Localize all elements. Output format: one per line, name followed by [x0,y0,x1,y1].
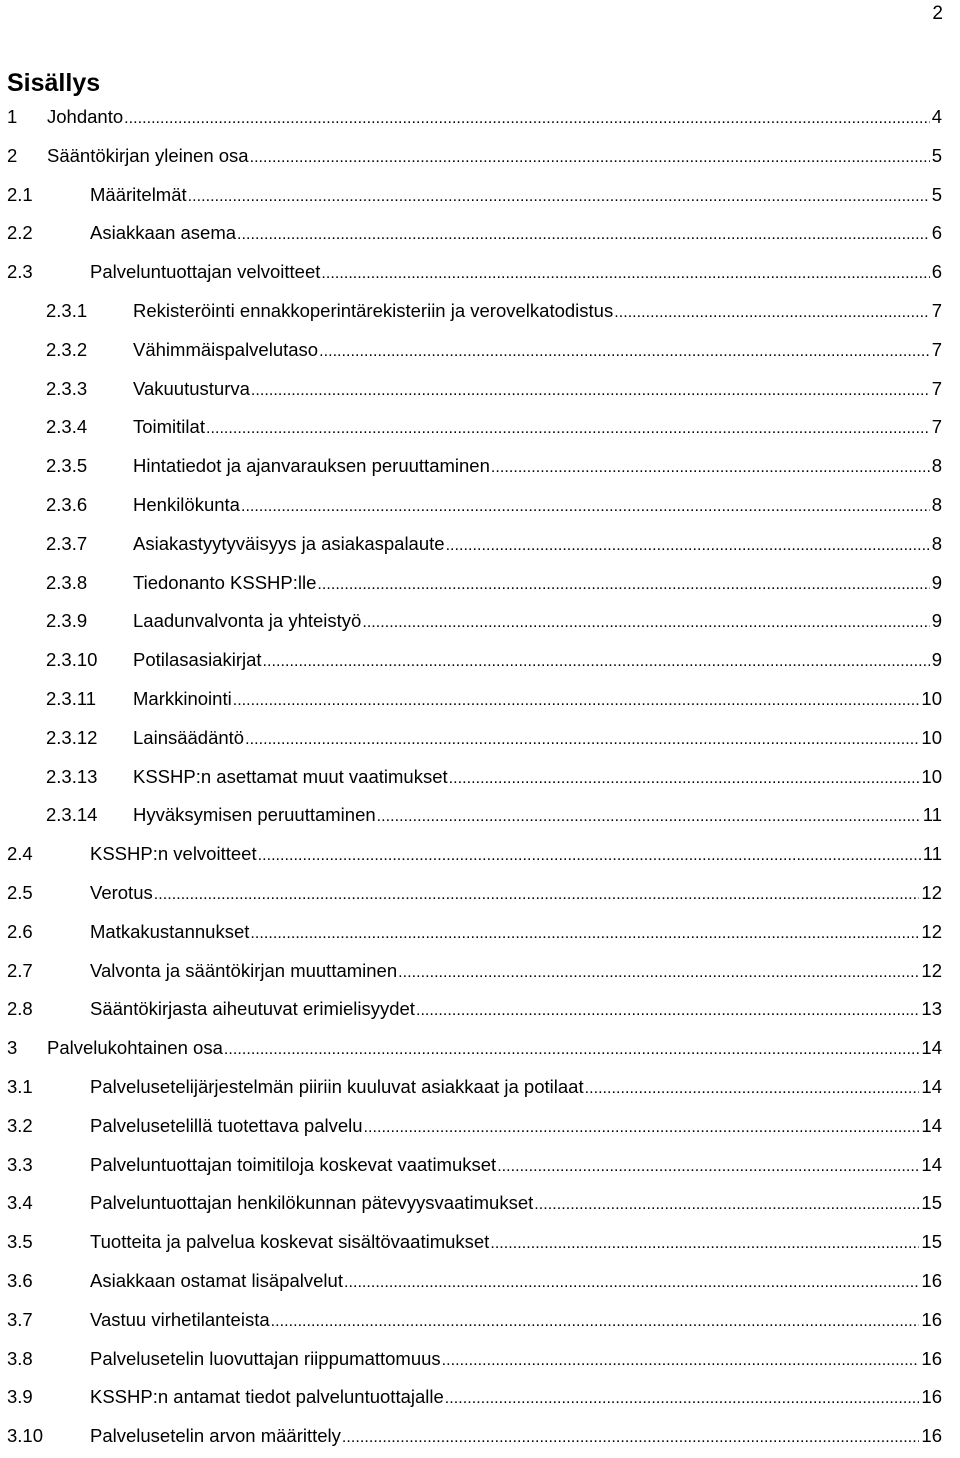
toc-entry-label: Valvonta ja sääntökirjan muuttaminen [90,959,398,981]
toc-entry-label: KSSHP:n asettamat muut vaatimukset [133,765,448,787]
toc-entry[interactable] [0,1340,960,1379]
toc-dot-leader [342,1417,920,1458]
toc-entry-label: Sääntökirjan yleinen osa [47,144,249,166]
toc-dot-leader [251,370,930,411]
toc-entry-page: 14 [921,1037,942,1059]
toc-entry[interactable] [0,408,960,447]
toc-entry-page: 11 [922,843,942,865]
toc-entry-label: Palveluntuottajan toimitiloja koskevat vaatimukset [90,1153,497,1175]
toc-entry-page: 4 [931,106,942,127]
toc-entry[interactable] [0,1223,960,1262]
toc-entry-link[interactable] [133,758,942,799]
toc-entry-number: 2.3.5 [46,455,88,477]
toc-dot-leader [445,1378,920,1419]
toc-entry-label: Asiakkaan asema [90,222,237,244]
toc-dot-leader [449,758,920,799]
toc-dot-leader [224,1029,920,1070]
toc-entry-link[interactable] [90,1068,942,1109]
toc-entry-page: 16 [921,1308,942,1330]
toc-entry-link[interactable] [47,1029,942,1070]
toc-entry-label: Markkinointi [133,687,232,709]
toc-entry-label: Tuotteita ja palvelua koskevat sisältövaatimukset [90,1231,490,1253]
toc-entry[interactable] [0,1262,960,1301]
toc-entry-label: Asiakastyytyväisyys ja asiakaspalaute [133,532,445,554]
toc-entry-number: 2.1 [7,183,33,205]
toc-entry-number: 2.8 [7,998,33,1020]
toc-entry-link[interactable] [133,719,942,760]
toc-entry[interactable] [0,835,960,874]
toc-entry-page: 9 [931,571,942,593]
toc-entry-link[interactable] [47,137,942,178]
toc-dot-leader [490,1223,919,1264]
toc-entry-page: 7 [931,299,942,321]
toc-entry[interactable] [0,1068,960,1107]
toc-entry-link[interactable] [47,98,942,139]
toc-entry-label: Palvelusetelin arvon määrittely [90,1425,341,1447]
toc-entry-label: Hintatiedot ja ajanvarauksen peruuttaminen [133,455,490,477]
toc-entry-link[interactable] [133,525,942,566]
toc-entry-link[interactable] [90,253,942,294]
toc-title: Sisällys [7,69,101,97]
toc-entry-page: 8 [931,532,942,554]
toc-entry-label: Vastuu virhetilanteista [90,1308,270,1330]
toc-dot-leader [377,796,921,837]
toc-entry-number: 2.3.13 [46,765,98,787]
toc-entry-page: 10 [921,765,942,787]
toc-entry-number: 2.4 [7,843,33,865]
toc-entry-link[interactable] [90,1301,942,1342]
toc-entry-page: 5 [931,183,942,205]
toc-entry-link[interactable] [133,447,942,488]
toc-dot-leader [491,447,930,488]
toc-entry[interactable] [0,331,960,370]
toc-entry-link[interactable] [90,1340,942,1381]
toc-entry-label: Sääntökirjasta aiheutuvat erimielisyydet [90,998,415,1020]
toc-entry[interactable] [0,1378,960,1417]
toc-entry-label: Palveluntuottajan velvoitteet [90,261,321,283]
toc-entry-label: Palvelusetelillä tuotettava palvelu [90,1114,363,1136]
toc-dot-leader [446,525,930,566]
toc-entry-page: 9 [931,610,942,632]
toc-entry-page: 12 [921,920,942,942]
toc-entry[interactable] [0,641,960,680]
toc-entry-page: 16 [921,1425,942,1447]
toc-entry[interactable] [0,990,960,1029]
toc-entry-page: 6 [931,261,942,283]
toc-dot-leader [534,1184,919,1225]
toc-entry-number: 2.3.10 [46,649,98,671]
toc-entry[interactable] [0,680,960,719]
toc-entry-page: 14 [921,1075,942,1097]
toc-entry-page: 10 [921,687,942,709]
toc-dot-leader [614,292,929,333]
toc-entry-number: 2.3.4 [46,416,88,438]
toc-dot-leader [237,214,930,255]
toc-entry-number: 3.2 [7,1114,33,1136]
toc-entry-label: Palvelusetelin luovuttajan riippumattomuus [90,1347,441,1369]
toc-entry-link[interactable] [133,331,942,372]
toc-entry[interactable] [0,137,960,176]
toc-entry-link[interactable] [90,952,942,993]
toc-entry-page: 16 [921,1269,942,1291]
toc-dot-leader [344,1262,919,1303]
toc-entry-number: 2.3.9 [46,610,88,632]
toc-dot-leader [319,331,930,372]
toc-entry-label: Palvelukohtainen osa [47,1037,223,1059]
toc-entry[interactable] [0,758,960,797]
toc-entry[interactable] [0,952,960,991]
toc-entry-link[interactable] [133,796,942,837]
toc-entry-label: Lainsäädäntö [133,726,245,748]
toc-entry-link[interactable] [90,1107,942,1148]
toc-entry-link[interactable] [90,1223,942,1264]
toc-entry-number: 2.7 [7,959,33,981]
toc-entry-page: 7 [931,377,942,399]
toc-entry-label: Toimitilat [133,416,205,438]
toc-entry-label: Palveluntuottajan henkilökunnan pätevyysvaatimukset [90,1192,534,1214]
toc-entry-number: 3.10 [7,1425,44,1447]
toc-entry-label: Hyväksymisen peruuttaminen [133,804,376,826]
toc-entry-number: 2.3.3 [46,377,88,399]
toc-entry-number: 3 [7,1037,18,1059]
toc-entry[interactable] [0,913,960,952]
toc-entry-page: 12 [921,881,942,903]
toc-entry-link[interactable] [90,1262,942,1303]
toc-dot-leader [497,1146,919,1187]
toc-entry[interactable] [0,1417,960,1456]
toc-entry[interactable] [0,1301,960,1340]
toc-entry-page: 16 [921,1386,942,1408]
toc-entry-label: Määritelmät [90,183,187,205]
toc-entry-page: 5 [931,144,942,166]
toc-entry-label: Palvelusetelijärjestelmän piiriin kuuluvat asiakkaat ja potilaat [90,1075,584,1097]
toc-dot-leader [321,253,929,294]
toc-entry-link[interactable] [90,913,942,954]
page-number: 2 [932,3,943,24]
toc-entry-link[interactable] [133,602,942,643]
toc-entry-link[interactable] [90,835,942,876]
toc-entry-page: 8 [931,455,942,477]
toc-entry-page: 6 [931,222,942,244]
toc-entry-label: Vakuutusturva [133,377,250,399]
toc-entry[interactable] [0,525,960,564]
toc-entry-link[interactable] [90,176,942,217]
toc-dot-leader [154,874,920,915]
toc-entry-page: 14 [921,1153,942,1175]
toc-dot-leader [364,1107,920,1148]
toc-entry-label: KSSHP:n antamat tiedot palveluntuottajalle [90,1386,444,1408]
toc-entry[interactable] [0,1184,960,1223]
toc-entry-number: 2.3.12 [46,726,98,748]
toc-entry-number: 2.3.8 [46,571,88,593]
toc-entry-number: 3.7 [7,1308,33,1330]
toc-entry-page: 16 [921,1347,942,1369]
toc-dot-leader [258,835,921,876]
toc-entry-number: 3.5 [7,1231,33,1253]
toc-dot-leader [188,176,930,217]
toc-entry-link[interactable] [90,1146,942,1187]
toc-entry-page: 15 [921,1192,942,1214]
toc-entry-number: 2.3.6 [46,493,88,515]
toc-entry-page: 7 [931,416,942,438]
toc-entry-link[interactable] [90,874,942,915]
toc-entry[interactable] [0,98,960,137]
toc-entry[interactable] [0,370,960,409]
toc-entry-number: 3.9 [7,1386,33,1408]
toc-entry-number: 2.3.14 [46,804,98,826]
toc-entry-label: Johdanto [47,106,124,127]
toc-entry[interactable] [0,1146,960,1185]
toc-entry-number: 2.3 [7,261,33,283]
toc-entry[interactable] [0,874,960,913]
toc-entry-page: 12 [921,959,942,981]
toc-entry-link[interactable] [133,680,942,721]
toc-entry-number: 2.5 [7,881,33,903]
toc-entry-label: Asiakkaan ostamat lisäpalvelut [90,1269,343,1291]
toc-entry-label: Verotus [90,881,153,903]
toc-entry-number: 2 [7,144,18,166]
toc-entry-number: 3.1 [7,1075,33,1097]
toc-dot-leader [241,486,930,527]
toc-entry-label: Potilasasiakirjat [133,649,262,671]
toc-entry-link[interactable] [133,486,942,527]
toc-entry-link[interactable] [133,408,942,449]
toc-entry-number: 3.4 [7,1192,33,1214]
toc-entry-number: 2.3.11 [46,687,97,709]
toc-entry-page: 7 [931,338,942,360]
toc-dot-leader [263,641,930,682]
toc-entry-page: 13 [921,998,942,1020]
toc-entry[interactable] [0,719,960,758]
toc-entry-label: Henkilökunta [133,493,240,515]
toc-entry[interactable] [0,796,960,835]
toc-dot-leader [585,1068,920,1109]
toc-entry[interactable] [0,1029,960,1068]
toc-dot-leader [124,98,930,139]
toc-entry[interactable] [0,176,960,215]
toc-entry-link[interactable] [133,641,942,682]
toc-entry-number: 3.6 [7,1269,33,1291]
toc-entry-page: 10 [921,726,942,748]
toc-entry-label: Tiedonanto KSSHP:lle [133,571,317,593]
toc-dot-leader [250,137,930,178]
toc-dot-leader [362,602,929,643]
toc-dot-leader [271,1301,920,1342]
toc-dot-leader [245,719,919,760]
toc-entry-label: Vähimmäispalvelutaso [133,338,319,360]
toc-dot-leader [398,952,919,993]
toc-dot-leader [442,1340,920,1381]
toc-entry-link[interactable] [133,370,942,411]
toc-entry-page: 9 [931,649,942,671]
toc-entry-number: 2.3.7 [46,532,88,554]
toc-entry-number: 2.2 [7,222,33,244]
toc-entry[interactable] [0,486,960,525]
toc-entry-link[interactable] [90,1378,942,1419]
toc-dot-leader [250,913,919,954]
toc-entry-link[interactable] [133,292,942,333]
table-of-contents [0,98,960,1456]
toc-entry-number: 3.8 [7,1347,33,1369]
toc-entry[interactable] [0,1107,960,1146]
toc-entry-link[interactable] [90,1184,942,1225]
toc-entry-page: 14 [921,1114,942,1136]
toc-entry-number: 2.3.1 [46,299,88,321]
toc-entry-page: 11 [922,804,942,826]
toc-entry-label: Matkakustannukset [90,920,250,942]
toc-entry-link[interactable] [90,990,942,1031]
toc-entry-number: 1 [7,106,18,127]
toc-entry[interactable] [0,253,960,292]
toc-entry-link[interactable] [133,564,942,605]
toc-entry[interactable] [0,214,960,253]
toc-entry-label: Rekisteröinti ennakkoperintärekisteriin ja verovelkatodistus [133,299,614,321]
toc-entry-link[interactable] [90,214,942,255]
toc-entry-number: 3.3 [7,1153,33,1175]
toc-entry-page: 8 [931,493,942,515]
toc-entry[interactable] [0,447,960,486]
toc-entry[interactable] [0,602,960,641]
toc-dot-leader [206,408,930,449]
toc-entry[interactable] [0,292,960,331]
toc-dot-leader [317,564,929,605]
toc-entry-link[interactable] [90,1417,942,1458]
toc-dot-leader [416,990,919,1031]
toc-entry-label: Laadunvalvonta ja yhteistyö [133,610,362,632]
toc-entry-number: 2.6 [7,920,33,942]
toc-entry-number: 2.3.2 [46,338,88,360]
toc-entry-label: KSSHP:n velvoitteet [90,843,257,865]
toc-dot-leader [233,680,920,721]
toc-entry-page: 15 [921,1231,942,1253]
toc-entry[interactable] [0,564,960,603]
